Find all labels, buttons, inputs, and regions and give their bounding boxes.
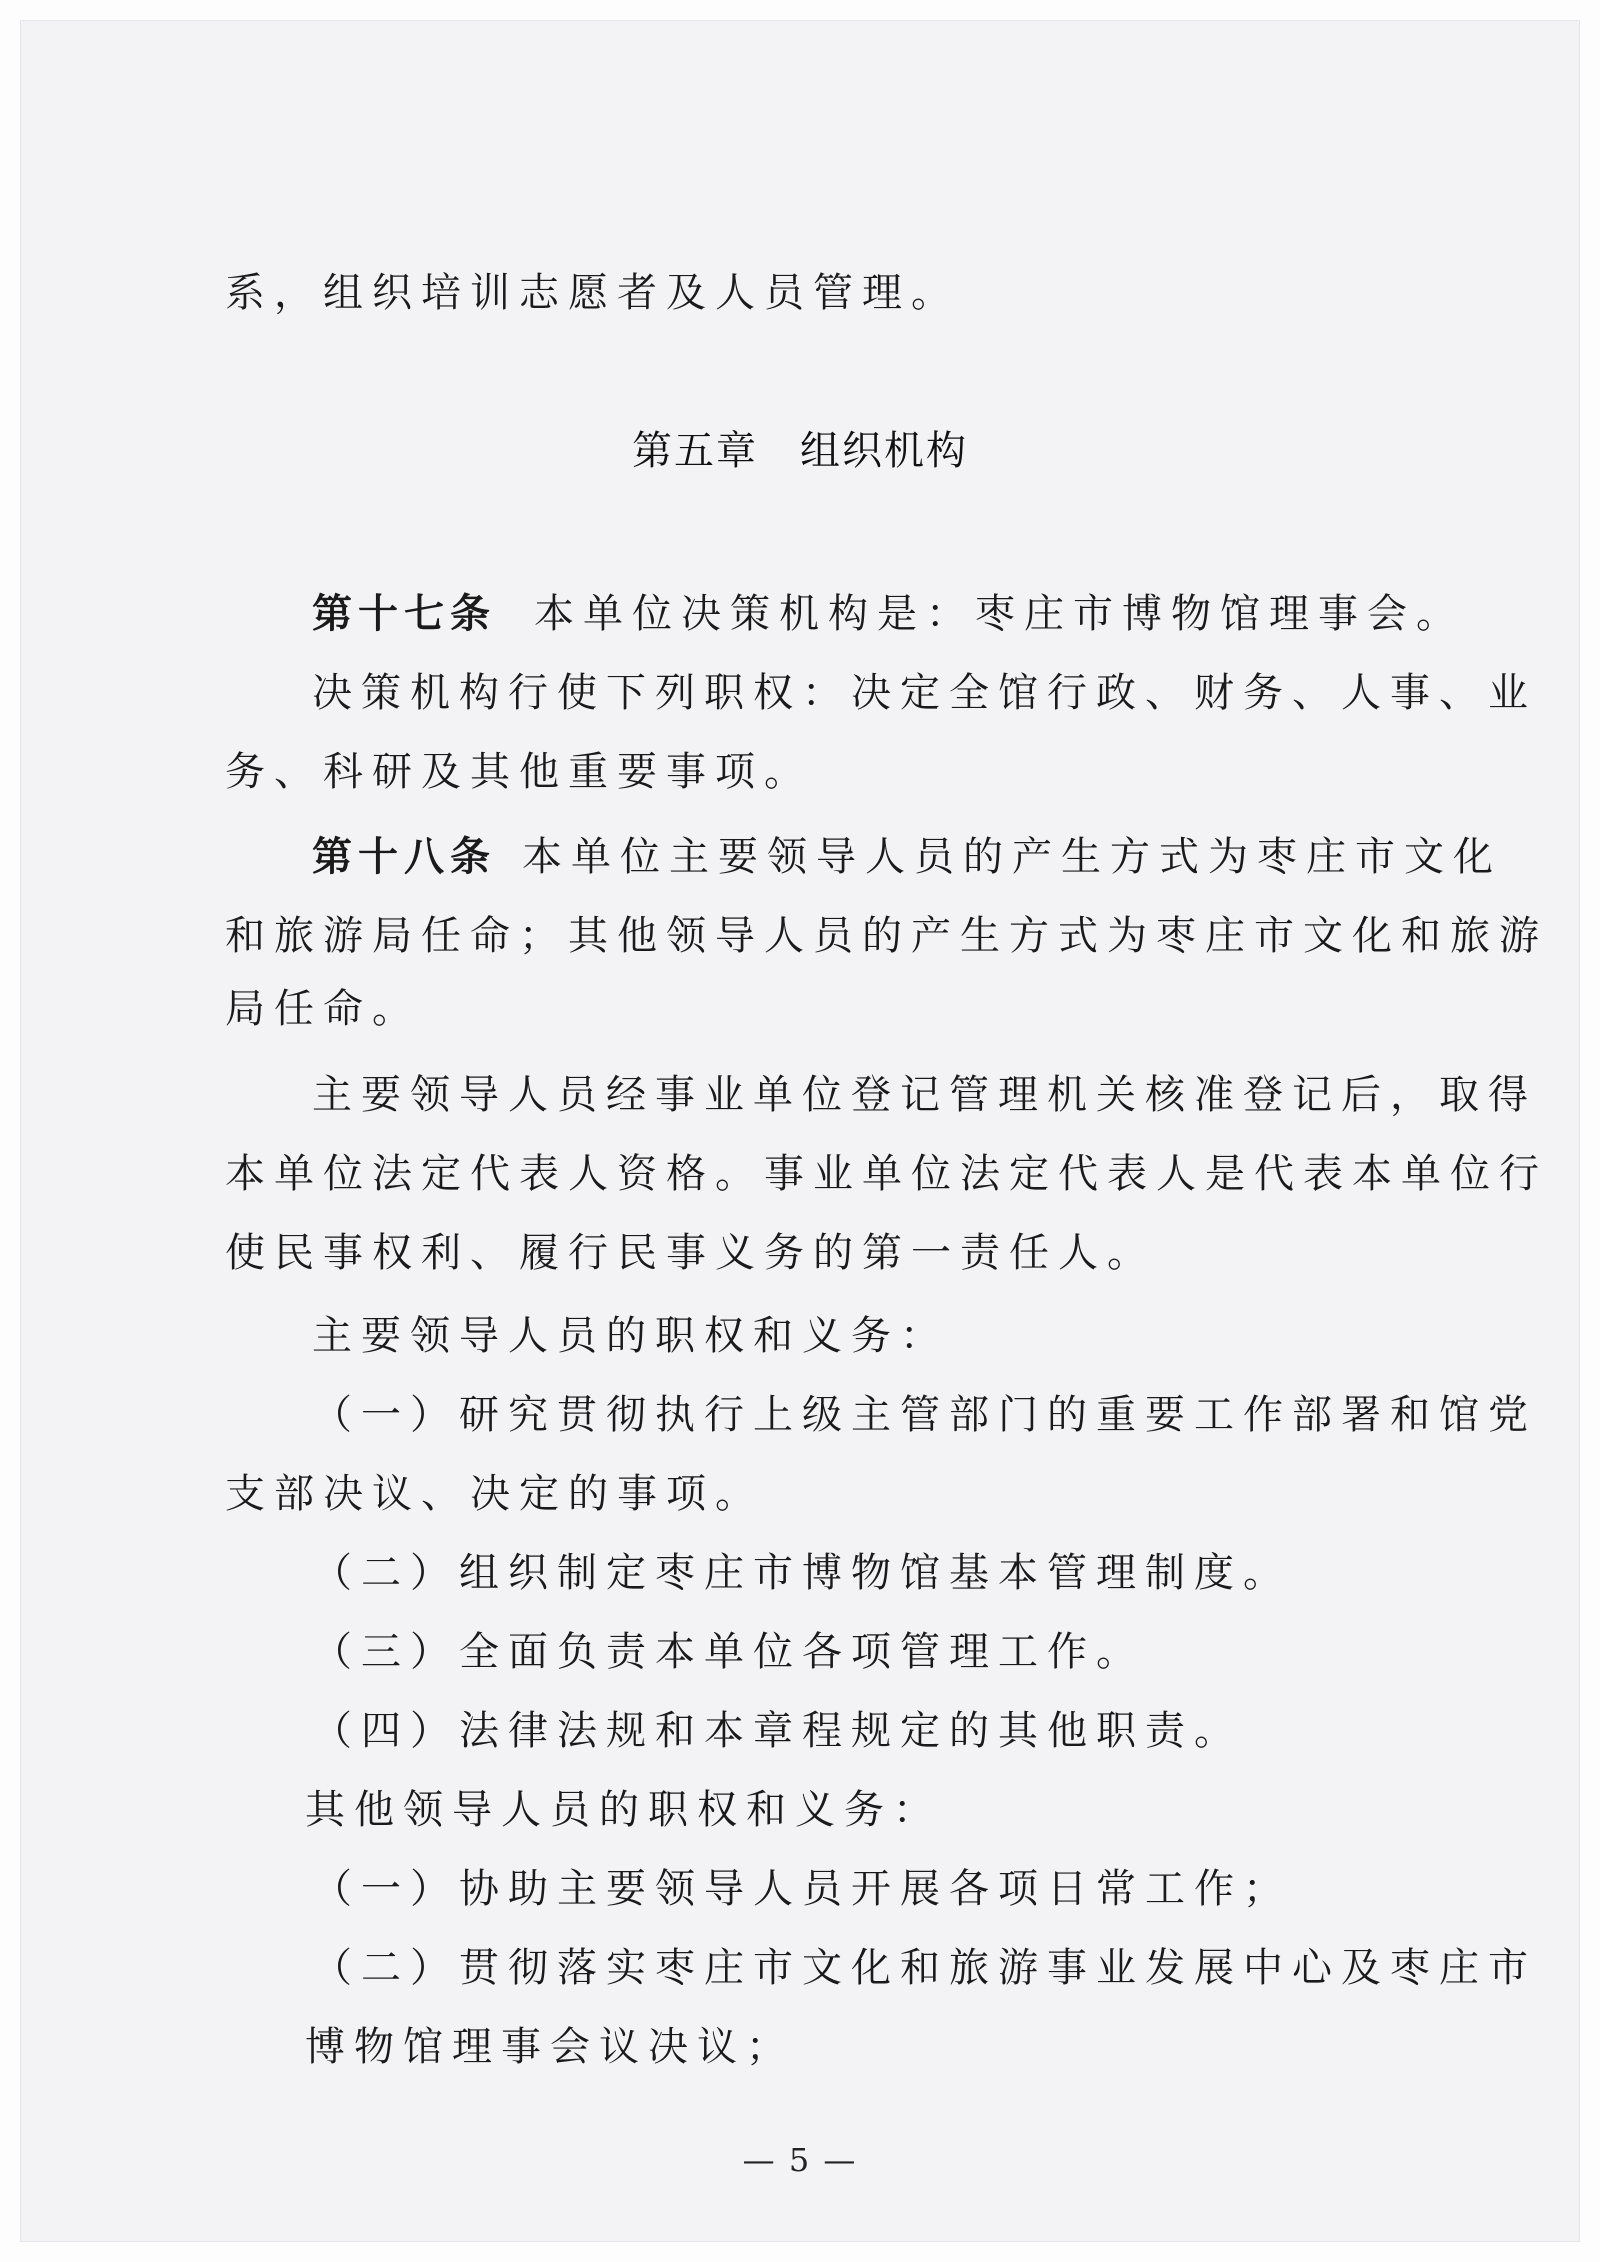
text-line: 和旅游局任命；其他领导人员的产生方式为枣庄市文化和旅游 (225, 913, 1548, 959)
text-line: 系，组织培训志愿者及人员管理。 (225, 270, 960, 316)
article-18-label: 第十八条 (312, 834, 496, 880)
text-line: 务、科研及其他重要事项。 (225, 749, 813, 795)
page-number: — 5 — (742, 2141, 858, 2179)
article-18-line (312, 831, 1502, 883)
text-line: （二）组织制定枣庄市博物馆基本管理制度。 (312, 1550, 1292, 1596)
text-line: （一）协助主要领导人员开展各项日常工作； (312, 1866, 1292, 1912)
text-line: （一）研究贯彻执行上级主管部门的重要工作部署和馆党 (312, 1392, 1537, 1438)
text-line: 博物馆理事会议决议； (305, 2024, 795, 2070)
article-18-text: 本单位主要领导人员的产生方式为枣庄市文化 (522, 834, 1502, 880)
text-line: 主要领导人员的职权和义务： (312, 1313, 949, 1359)
article-17-label: 第十七条 (312, 591, 496, 637)
text-line: （四）法律法规和本章程规定的其他职责。 (312, 1708, 1243, 1754)
chapter-heading: 第五章 组织机构 (632, 428, 968, 474)
text-line: 决策机构行使下列职权：决定全馆行政、财务、人事、业 (312, 670, 1537, 716)
text-line: （三）全面负责本单位各项管理工作。 (312, 1629, 1145, 1675)
text-line: 其他领导人员的职权和义务： (305, 1787, 942, 1833)
article-17-line (312, 588, 1465, 640)
article-17-text: 本单位决策机构是：枣庄市博物馆理事会。 (534, 591, 1465, 637)
text-line: 使民事权利、履行民事义务的第一责任人。 (225, 1230, 1156, 1276)
text-line: 局任命。 (225, 986, 421, 1032)
text-line: （二）贯彻落实枣庄市文化和旅游事业发展中心及枣庄市 (312, 1945, 1537, 1991)
text-line: 主要领导人员经事业单位登记管理机关核准登记后，取得 (312, 1072, 1537, 1118)
text-line: 本单位法定代表人资格。事业单位法定代表人是代表本单位行 (225, 1151, 1548, 1197)
text-line: 支部决议、决定的事项。 (225, 1471, 764, 1517)
